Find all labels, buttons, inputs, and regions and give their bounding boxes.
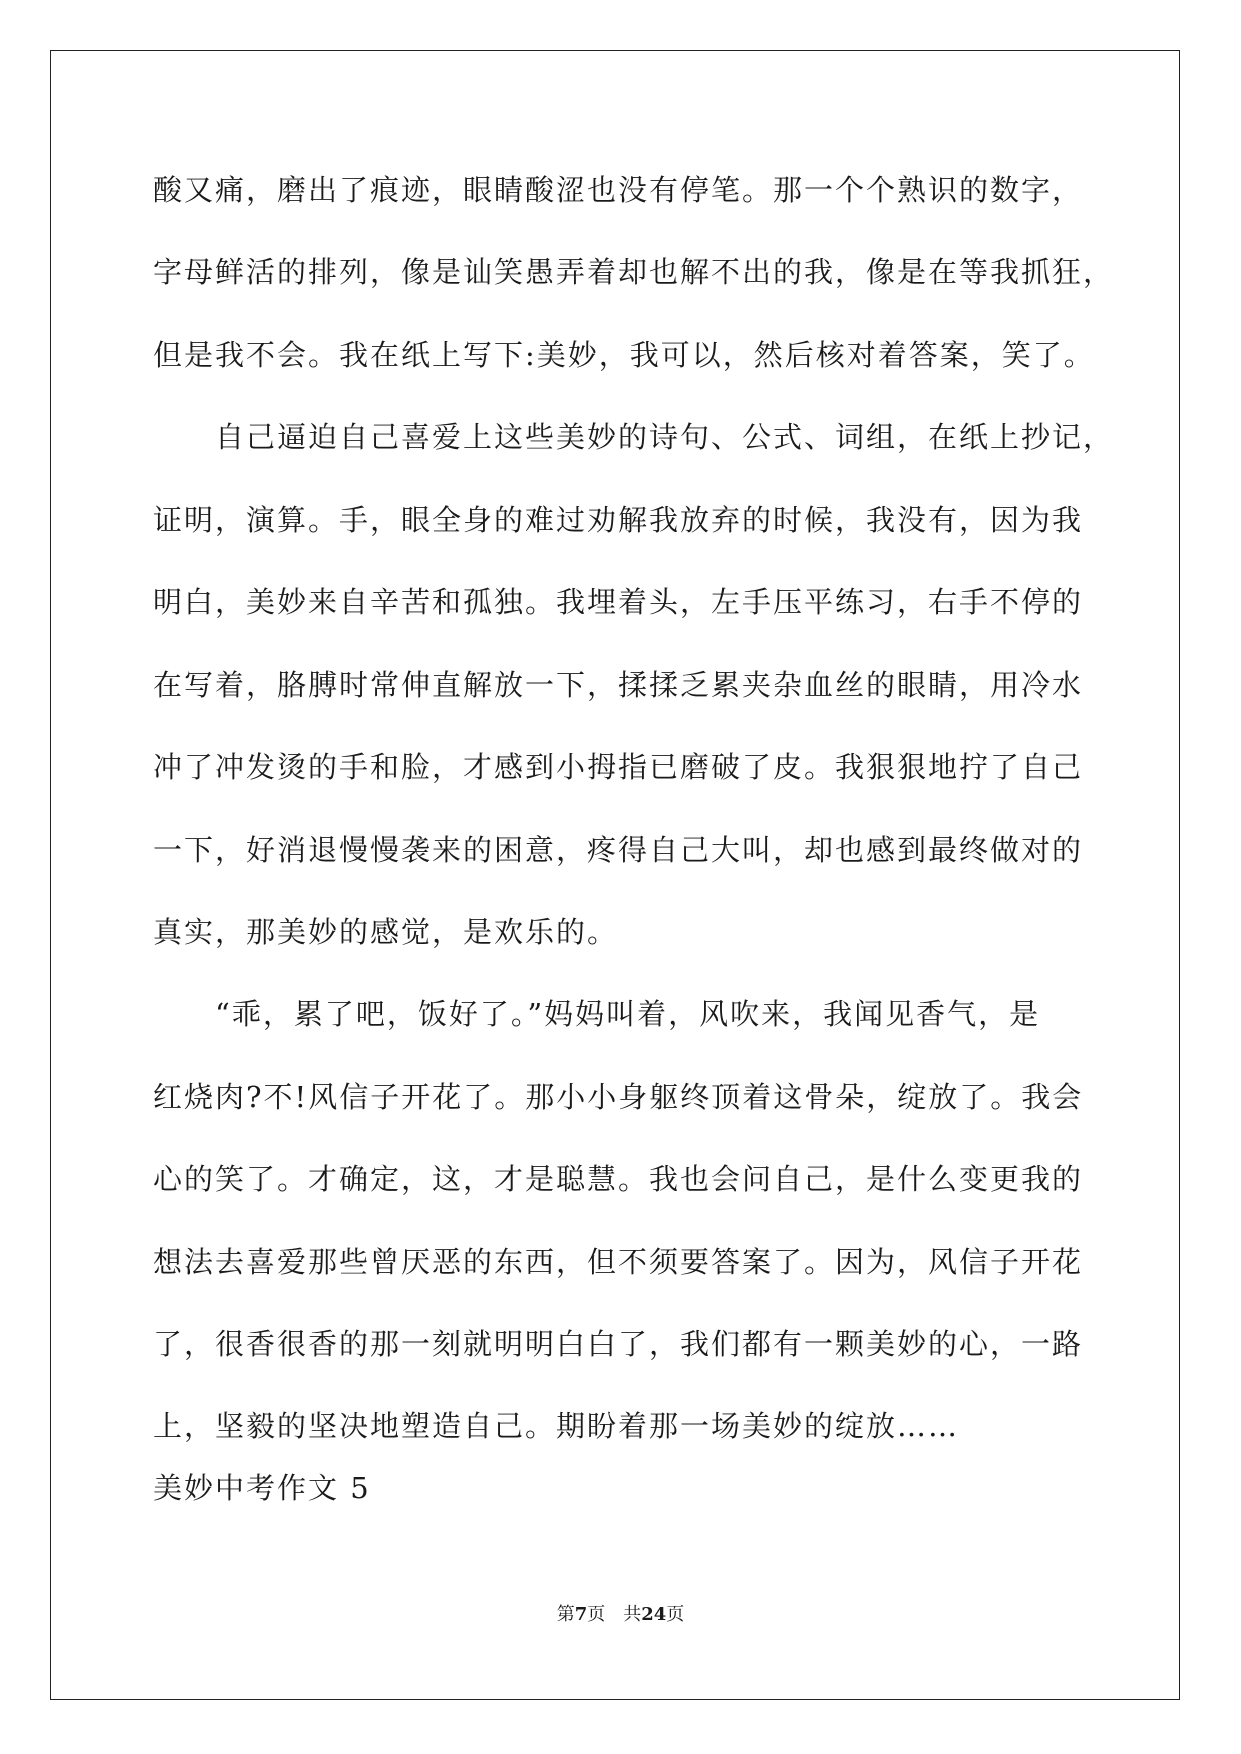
page-border — [50, 50, 1180, 1700]
text-line: 但是我不会。我在纸上写下:美妙，我可以，然后核对着答案，笑了。 — [153, 338, 1095, 372]
text-line: 冲了冲发烫的手和脸，才感到小拇指已磨破了皮。我狠狠地拧了自己 — [153, 750, 1084, 784]
footer-total-pages: 24 — [641, 1604, 667, 1625]
text-line: 想法去喜爱那些曾厌恶的东西，但不须要答案了。因为，风信子开花 — [153, 1245, 1084, 1279]
paragraph-start-line: “乖，累了吧，饭好了。”妈妈叫着，风吹来，我闻见香气，是 — [215, 997, 1041, 1031]
text-line: 酸又痛，磨出了痕迹，眼睛酸涩也没有停笔。那一个个熟识的数字， — [153, 173, 1084, 207]
footer-page-number: 7 — [574, 1604, 588, 1625]
paragraph-start-line: 自己逼迫自己喜爱上这些美妙的诗句、公式、词组，在纸上抄记， — [215, 420, 1115, 454]
footer-middle: 页 共 — [587, 1604, 642, 1625]
footer-prefix: 第 — [556, 1604, 575, 1625]
text-line: 了，很香很香的那一刻就明明白白了，我们都有一颗美妙的心，一路 — [153, 1327, 1084, 1361]
text-line: 心的笑了。才确定，这，才是聪慧。我也会问自己，是什么变更我的 — [153, 1162, 1084, 1196]
text-line: 一下，好消退慢慢袭来的困意，疼得自己大叫，却也感到最终做对的 — [153, 833, 1084, 867]
text-line: 证明，演算。手，眼全身的难过劝解我放弃的时候，我没有，因为我 — [153, 503, 1084, 537]
section-heading: 美妙中考作文 5 — [153, 1471, 371, 1505]
text-line: 在写着，胳膊时常伸直解放一下，揉揉乏累夹杂血丝的眼睛，用冷水 — [153, 668, 1084, 702]
text-line: 明白，美妙来自辛苦和孤独。我埋着头，左手压平练习，右手不停的 — [153, 585, 1084, 619]
page-footer — [0, 1604, 1241, 1626]
footer-suffix: 页 — [666, 1604, 685, 1625]
text-line: 字母鲜活的排列，像是讪笑愚弄着却也解不出的我，像是在等我抓狂， — [153, 255, 1115, 289]
text-line: 红烧肉?不!风信子开花了。那小小身躯终顶着这骨朵，绽放了。我会 — [153, 1080, 1084, 1114]
text-line: 上，坚毅的坚决地塑造自己。期盼着那一场美妙的绽放…… — [153, 1409, 960, 1443]
text-line: 真实，那美妙的感觉，是欢乐的。 — [153, 915, 619, 949]
